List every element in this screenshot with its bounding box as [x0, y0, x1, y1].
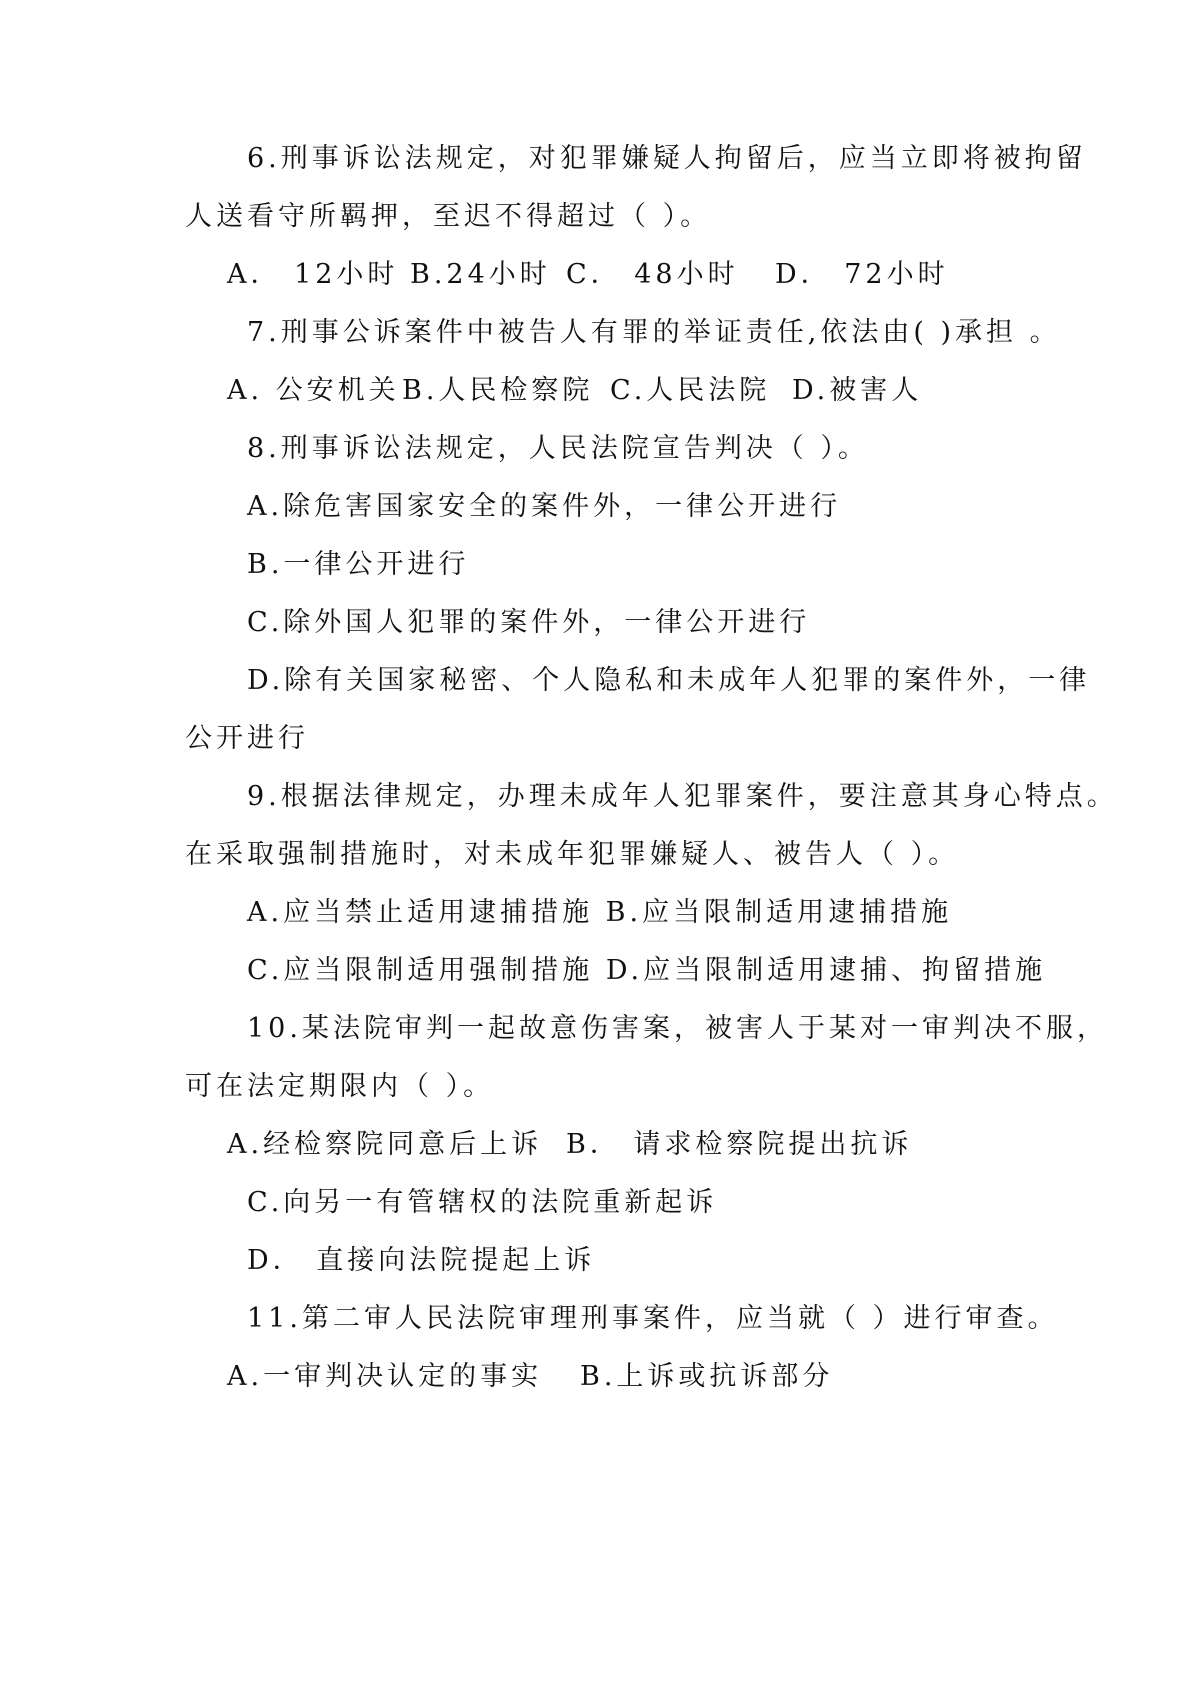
question-7-option-a: A. 公安机关 — [227, 375, 400, 406]
question-6-option-a: A． 12小时 — [227, 259, 399, 290]
question-10-option-d: D． 直接向法院提起上诉 — [247, 1245, 596, 1276]
question-6-text: 6.刑事诉讼法规定，对犯罪嫌疑人拘留后，应当立即将被拘留 — [247, 143, 1087, 174]
question-7-text: 7.刑事公诉案件中被告人有罪的举证责任,依法由( )承担 。 — [247, 317, 1061, 348]
question-8-option-a: A.除危害国家安全的案件外，一律公开进行 — [247, 491, 842, 522]
question-6-option-b: B.24小时 — [410, 259, 551, 290]
question-6-option-c: C． 48小时 — [566, 259, 739, 290]
question-8-text: 8.刑事诉讼法规定，人民法院宣告判决（ ）。 — [247, 433, 869, 464]
question-9-options-cd: C.应当限制适用强制措施 D.应当限制适用逮捕、拘留措施 — [247, 955, 1047, 986]
question-8-option-d: D.除有关国家秘密、个人隐私和未成年人犯罪的案件外，一律 — [247, 665, 1091, 696]
question-10-text: 10.某法院审判一起故意伤害案，被害人于某对一审判决不服， — [247, 1013, 1108, 1044]
question-9-text: 9.根据法律规定，办理未成年人犯罪案件，要注意其身心特点。 — [247, 781, 1118, 812]
question-6-option-d: D． 72小时 — [775, 259, 949, 290]
question-9-text-cont: 在采取强制措施时，对未成年犯罪嫌疑人、被告人（ ）。 — [185, 839, 960, 870]
question-11-text: 11.第二审人民法院审理刑事案件，应当就（ ）进行审查。 — [247, 1303, 1059, 1334]
question-10-text-cont: 可在法定期限内（ ）。 — [185, 1071, 495, 1102]
question-10-option-b: B． 请求检察院提出抗诉 — [566, 1129, 913, 1160]
question-8-option-b: B.一律公开进行 — [247, 549, 470, 580]
question-7-option-b: B.人民检察院 — [402, 375, 594, 406]
question-7-option-d: D.被害人 — [792, 375, 923, 406]
question-8-option-c: C.除外国人犯罪的案件外，一律公开进行 — [247, 607, 811, 638]
question-10-option-a: A.经检察院同意后上诉 — [227, 1129, 543, 1160]
question-11-option-b: B.上诉或抗诉部分 — [580, 1361, 834, 1392]
question-9-options-ab: A.应当禁止适用逮捕措施 B.应当限制适用逮捕措施 — [247, 897, 953, 928]
question-7-option-c: C.人民法院 — [610, 375, 771, 406]
question-11-option-a: A.一审判决认定的事实 — [227, 1361, 543, 1392]
question-10-option-c: C.向另一有管辖权的法院重新起诉 — [247, 1187, 718, 1218]
question-8-option-d-cont: 公开进行 — [185, 723, 309, 754]
question-6-text-cont: 人送看守所羁押，至迟不得超过（ ）。 — [185, 201, 712, 232]
